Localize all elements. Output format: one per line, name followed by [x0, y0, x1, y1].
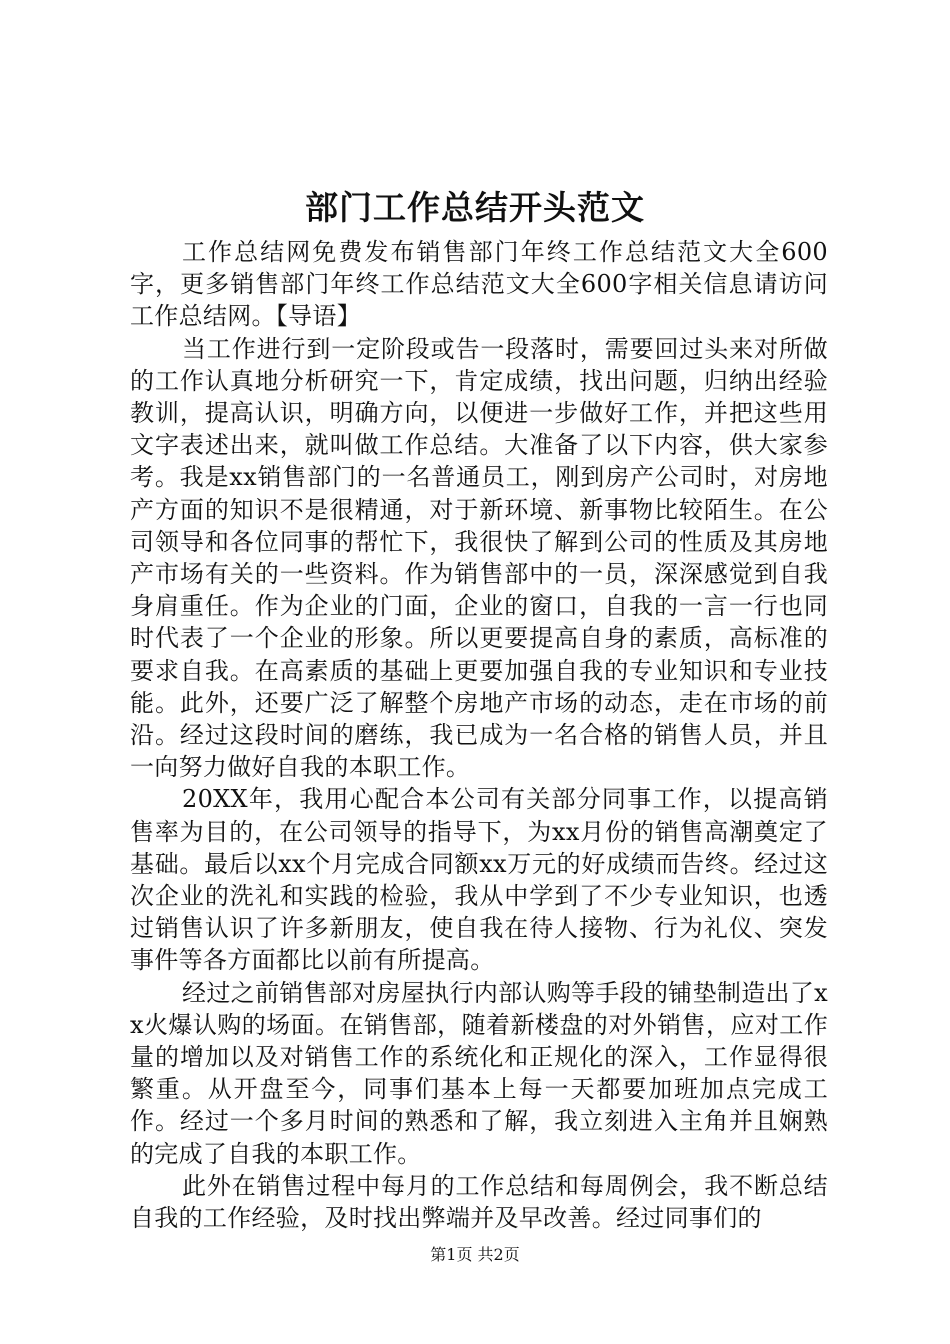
document-body [130, 236, 828, 1234]
paragraph-monthly-summary: 此外在销售过程中每月的工作总结和每周例会，我不断总结自我的工作经验，及时找出弊端并及早改善。经过同事们的 [130, 1171, 828, 1233]
document-title: 部门工作总结开头范文 [305, 188, 645, 227]
page-number-footer: 第1页 共2页 [430, 1245, 520, 1264]
paragraph-annual-sales: 20XX年，我用心配合本公司有关部分同事工作，以提高销售率为目的，在公司领导的指导下，为xx月份的销售高潮奠定了基础。最后以xx个月完成合同额xx万元的好成绩而告终。经过这次企业的洗礼和实践的检验，我从中学到了不少专业知识，也透过销售认识了许多新朋友，使自我在待人接物、行为礼仪、突发事件等各方面都比以前有所提高。 [130, 785, 828, 975]
paragraph-work-summary: 当工作进行到一定阶段或告一段落时，需要回过头来对所做的工作认真地分析研究一下，肯定成绩，找出问题，归纳出经验教训，提高认识，明确方向，以便进一步做好工作，并把这些用文字表述出来，就叫做工作总结。大准备了以下内容，供大家参考。我是xx销售部门的一名普通员工，刚到房产公司时，对房地产方面的知识不是很精通，对于新环境、新事物比较陌生。在公司领导和各位同事的帮忙下，我很快了解到公司的性质及其房地产市场有关的一些资料。作为销售部中的一员，深深感觉到自我身肩重任。作为企业的门面，企业的窗口，自我的一言一行也同时代表了一个企业的形象。所以更要提高自身的素质，高标准的要求自我。在高素质的基础上更要加强自我的专业知识和专业技能。此外，还要广泛了解整个房地产市场的动态，走在市场的前沿。经过这段时间的磨练，我已成为一名合格的销售人员，并且一向努力做好自我的本职工作。 [130, 334, 828, 782]
paragraph-intro: 工作总结网免费发布销售部门年终工作总结范文大全600字，更多销售部门年终工作总结范文大全600字相关信息请访问工作总结网。【导语】 [130, 238, 828, 331]
paragraph-sales-department: 经过之前销售部对房屋执行内部认购等手段的铺垫制造出了xx火爆认购的场面。在销售部，随着新楼盘的对外销售，应对工作量的增加以及对销售工作的系统化和正规化的深入，工作显得很繁重。从开盘至今，同事们基本上每一天都要加班加点完成工作。经过一个多月时间的熟悉和了解，我立刻进入主角并且娴熟的完成了自我的本职工作。 [130, 978, 828, 1168]
